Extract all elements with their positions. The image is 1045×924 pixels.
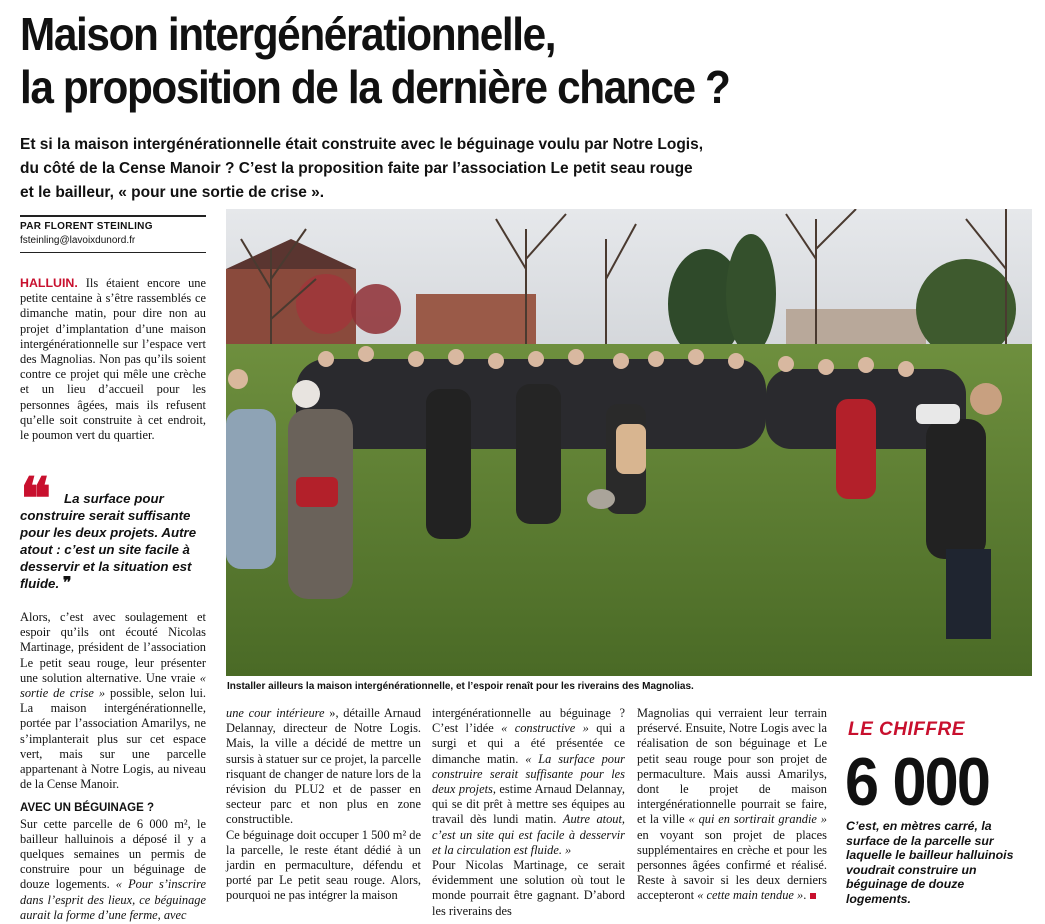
subhead: AVEC UN BÉGUINAGE ? [20, 802, 154, 815]
paragraph-2: Alors, c’est avec soulagement et espoir qu’ils ont écouté Nicolas Martinage, président de l’association Le petit seau rouge, leur présenter une solution alternative. Une vraie « sortie de crise » possible, selon lui. La maison intergénérationnelle, portée par l’association Amarilys, ne s’implanterait plus sur cet espace vert, mais sur une parcelle appartenant à Notre Logis, au niveau de la Cense Manoir. [20, 610, 206, 792]
byline [20, 215, 206, 246]
lede-line-2: du côté de la Cense Manoir ? C’est la proposition faite par l’association Le petit seau rouge [20, 160, 693, 177]
intro-paragraph [20, 276, 206, 443]
dateline: HALLUIN. [20, 276, 78, 290]
lede [20, 133, 780, 205]
end-of-article-icon [810, 893, 816, 899]
article-column-4: Magnolias qui verraient leur terrain préservé. Ensuite, Notre Logis avec la réalisation de son béguinage et Le petit seau rouge pour son projet de permaculture. Mais aussi Amarilys, dont le projet de maison intergénérationnelle pourrait se faire, et la ville « qui en sortirait grandie » en voyant son projet de places supplémentaires en crèche et pour les personnes âgées confirmé et réalisé. Reste à savoir si les deux derniers accepteront « cette main tendue ». [637, 706, 827, 903]
lede-line-1: Et si la maison intergénérationnelle était construite avec le béguinage voulu par Notre Logis, [20, 136, 704, 153]
key-figure-number: 6 000 [845, 744, 990, 820]
quote-close-icon: ❞ [62, 575, 72, 592]
article-column-1-top [20, 276, 206, 443]
paragraph-3: Sur cette parcelle de 6 000 m², le bailleur halluinois a déposé il y a quelques semaines un permis de construire pour un béguinage de douze logements. « Pour s’inscrire dans l’esprit des lieux, ce béguinage aurait la forme d’une ferme, avec [20, 816, 206, 922]
key-figure-description: C’est, en mètres carré, la surface de la parcelle sur laquelle le bailleur halluinois voudrait construire un béguinage de douze logements. [846, 819, 1014, 906]
byline-author: PAR FLORENT STEINLING [20, 221, 153, 232]
lede-line-3: et le bailleur, « pour une sortie de crise ». [20, 184, 325, 201]
headline-line-2: la proposition de la dernière chance ? [20, 61, 730, 113]
headline-line-1: Maison intergénérationnelle, [20, 8, 556, 60]
article-column-1-bottom [20, 610, 206, 923]
news-photo [226, 209, 1032, 676]
pull-quote [20, 490, 206, 592]
byline-email[interactable]: fsteinling@lavoixdunord.fr [20, 235, 136, 246]
key-figure-label: LE CHIFFRE [848, 719, 965, 740]
quote-open-icon: ❝ [20, 465, 46, 533]
photo-caption: Installer ailleurs la maison intergénérationnelle, et l’espoir renaît pour les riverains des Magnolias. [227, 681, 694, 692]
article-column-3: intergénérationnelle au béguinage ? C’est l’idée « constructive » qui a surgi et qui a été présentée ce dimanche matin. « La surface pour construire serait suffisante pour les deux projets, estime Arnaud Delannay, qui se dit prêt à mettre ses équipes au travail dès lundi matin. Autre atout, c’est un site qui est facile à desservir et la circulation est fluide. » Pour Nicolas Martinage, ce serait évidemment une solution où tout le monde pourrait être gagnant. D’abord les riverains des [432, 706, 626, 918]
article-column-2: une cour intérieure », détaille Arnaud Delannay, directeur de Notre Logis. Mais, la ville a décidé de mettre un sursis à statuer sur ce projet, la parcelle risquant de changer de nature lors de la révision du PLU2 et de passer en secteur parc et non plus en zone constructible. Ce béguinage doit occuper 1 500 m² de la parcelle, le reste étant dédié à un jardin en permaculture, défendu et porté par Le petit seau rouge. Alors, pourquoi ne pas intégrer la maison [226, 706, 422, 903]
pull-quote-text: La surface pour construire serait suffisante pour les deux projets. Autre atout : c’est un site facile à desservir et la situation est fluide. [20, 491, 197, 591]
headline [20, 8, 949, 114]
byline-divider [20, 252, 206, 253]
intro-text: Ils étaient encore une petite centaine à s’être rassemblés ce dimanche matin, pour dire non au projet d’implantation d’une maison intergénérationnelle sur l’espace vert des Magnolias. Non pas qu’ils soient contre ce projet qui mêle une crèche et un lieu d’accueil pour les personnes âgées, mais ils refusent qu’elle soit construite à cet endroit, le poumon vert du quartier. [20, 276, 206, 443]
